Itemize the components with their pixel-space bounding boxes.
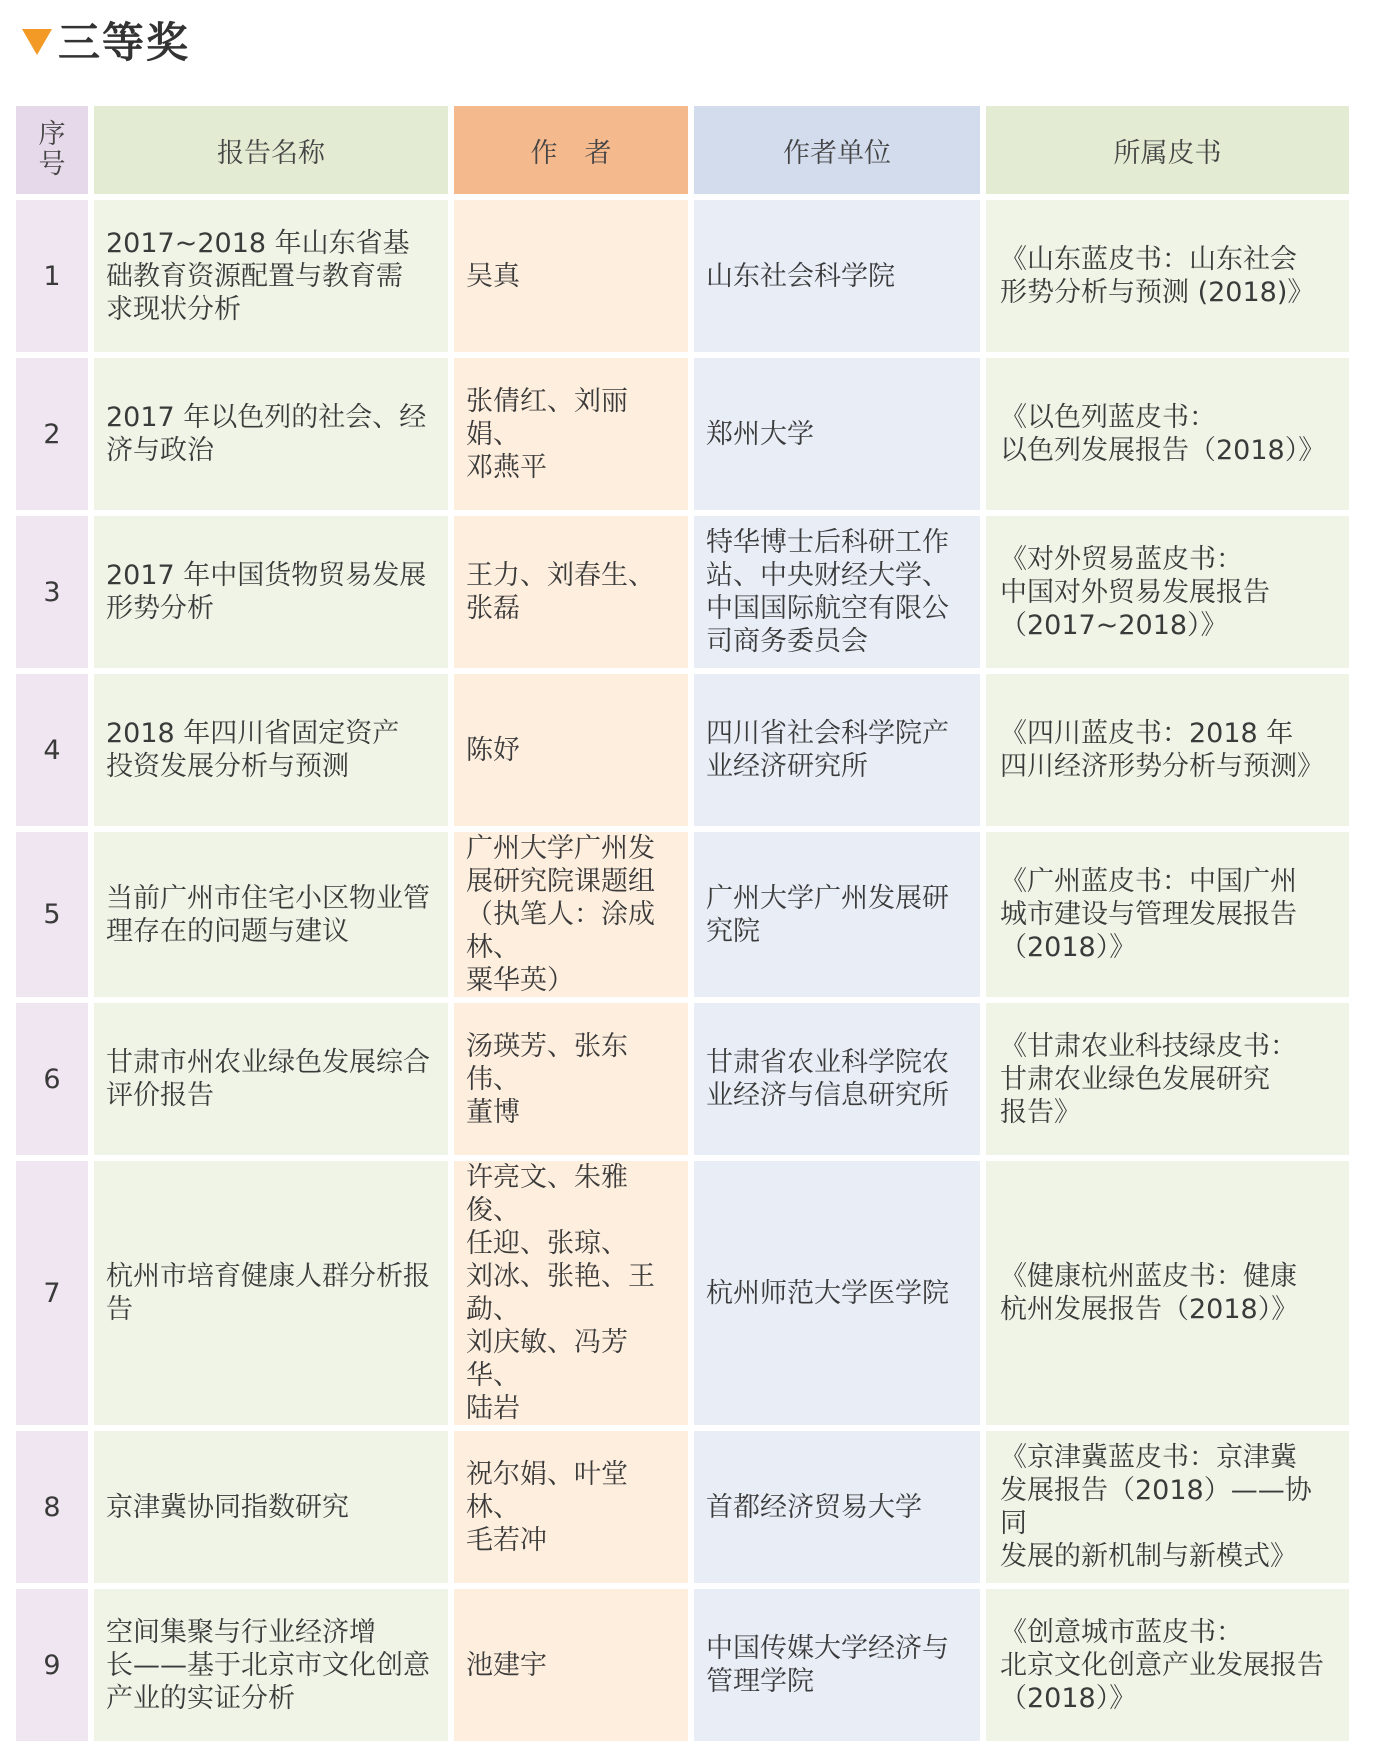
- section-heading: [22, 10, 190, 70]
- cell-org: 特华博士后科研工作 站、中央财经大学、 中国国际航空有限公 司商务委员会: [706, 527, 949, 657]
- table-row: [16, 1589, 1349, 1741]
- cell-title: 2017~2018 年山东省基 础教育资源配置与教育需 求现状分析: [106, 227, 410, 325]
- cell-org: 中国传媒大学经济与 管理学院: [706, 1633, 949, 1697]
- cell-title: 2017 年以色列的社会、经 济与政治: [106, 402, 427, 466]
- cell-author: 汤瑛芳、张东伟、 董博: [466, 1030, 628, 1128]
- cell-no: 3: [16, 516, 88, 668]
- table-row: [16, 358, 1349, 510]
- cell-org: 四川省社会科学院产 业经济研究所: [706, 718, 949, 782]
- awards-table: [10, 100, 1355, 1747]
- cell-org: 山东社会科学院: [706, 260, 895, 292]
- cell-title: 甘肃市州农业绿色发展综合 评价报告: [106, 1047, 430, 1111]
- cell-org: 甘肃省农业科学院农 业经济与信息研究所: [706, 1047, 949, 1111]
- cell-title: 2018 年四川省固定资产 投资发展分析与预测: [106, 718, 400, 782]
- cell-org: 郑州大学: [706, 418, 814, 450]
- header-title: 报告名称: [94, 106, 448, 194]
- cell-book: 《健康杭州蓝皮书：健康 杭州发展报告（2018）》: [1000, 1261, 1299, 1325]
- cell-no: 9: [16, 1589, 88, 1741]
- cell-author: 池建宇: [466, 1649, 547, 1681]
- cell-no: 6: [16, 1003, 88, 1155]
- header-no: 序 号: [16, 106, 88, 194]
- cell-author: 吴真: [466, 260, 520, 292]
- cell-title: 当前广州市住宅小区物业管 理存在的问题与建议: [106, 882, 430, 947]
- table-row: [16, 1431, 1349, 1583]
- cell-author: 陈妤: [466, 734, 520, 766]
- cell-author: 广州大学广州发 展研究院课题组 （执笔人：涂成林、 粟华英）: [466, 833, 655, 996]
- header-author: 作 者: [454, 106, 688, 194]
- cell-book: 《甘肃农业科技绿皮书： 甘肃农业绿色发展研究 报告》: [1000, 1030, 1297, 1128]
- cell-no: 2: [16, 358, 88, 510]
- cell-book: 《广州蓝皮书：中国广州 城市建设与管理发展报告 （2018）》: [1000, 866, 1297, 963]
- cell-org: 广州大学广州发展研 究院: [706, 882, 949, 947]
- cell-author: 王力、刘春生、 张磊: [466, 560, 655, 624]
- cell-no: 7: [16, 1161, 88, 1425]
- cell-author: 张倩红、刘丽娟、 邓燕平: [466, 385, 628, 483]
- table-row: [16, 516, 1349, 668]
- table-row: [16, 832, 1349, 997]
- cell-title: 杭州市培育健康人群分析报 告: [106, 1261, 430, 1325]
- cell-book: 《以色列蓝皮书： 以色列发展报告（2018）》: [1000, 402, 1326, 466]
- cell-book: 《创意城市蓝皮书： 北京文化创意产业发展报告 （2018）》: [1000, 1616, 1324, 1714]
- header-book: 所属皮书: [986, 106, 1349, 194]
- cell-no: 8: [16, 1431, 88, 1583]
- table-header-row: [16, 106, 1349, 194]
- triangle-bullet-icon: [22, 29, 52, 55]
- table-row: [16, 674, 1349, 826]
- cell-book: 《四川蓝皮书：2018 年 四川经济形势分析与预测》: [1000, 718, 1324, 782]
- cell-no: 4: [16, 674, 88, 826]
- cell-author: 许亮文、朱雅俊、 任迎、张琼、 刘冰、张艳、王勐、 刘庆敏、冯芳华、 陆岩: [466, 1162, 655, 1424]
- cell-author: 祝尔娟、叶堂林、 毛若冲: [466, 1458, 628, 1556]
- cell-book: 《京津冀蓝皮书：京津冀 发展报告（2018）——协同 发展的新机制与新模式》: [1000, 1442, 1312, 1572]
- cell-no: 5: [16, 832, 88, 997]
- header-org: 作者单位: [694, 106, 980, 194]
- cell-title: 空间集聚与行业经济增 长——基于北京市文化创意 产业的实证分析: [106, 1616, 430, 1714]
- heading-title: 三等奖: [58, 18, 191, 67]
- cell-org: 首都经济贸易大学: [706, 1491, 922, 1523]
- cell-org: 杭州师范大学医学院: [706, 1277, 949, 1309]
- cell-title: 京津冀协同指数研究: [106, 1491, 349, 1523]
- table-row: [16, 1161, 1349, 1425]
- table-row: [16, 200, 1349, 352]
- cell-book: 《山东蓝皮书：山东社会 形势分析与预测 (2018)》: [1000, 244, 1315, 308]
- cell-no: 1: [16, 200, 88, 352]
- table-row: [16, 1003, 1349, 1155]
- cell-book: 《对外贸易蓝皮书： 中国对外贸易发展报告 （2017~2018）》: [1000, 543, 1270, 641]
- cell-title: 2017 年中国货物贸易发展 形势分析: [106, 560, 427, 624]
